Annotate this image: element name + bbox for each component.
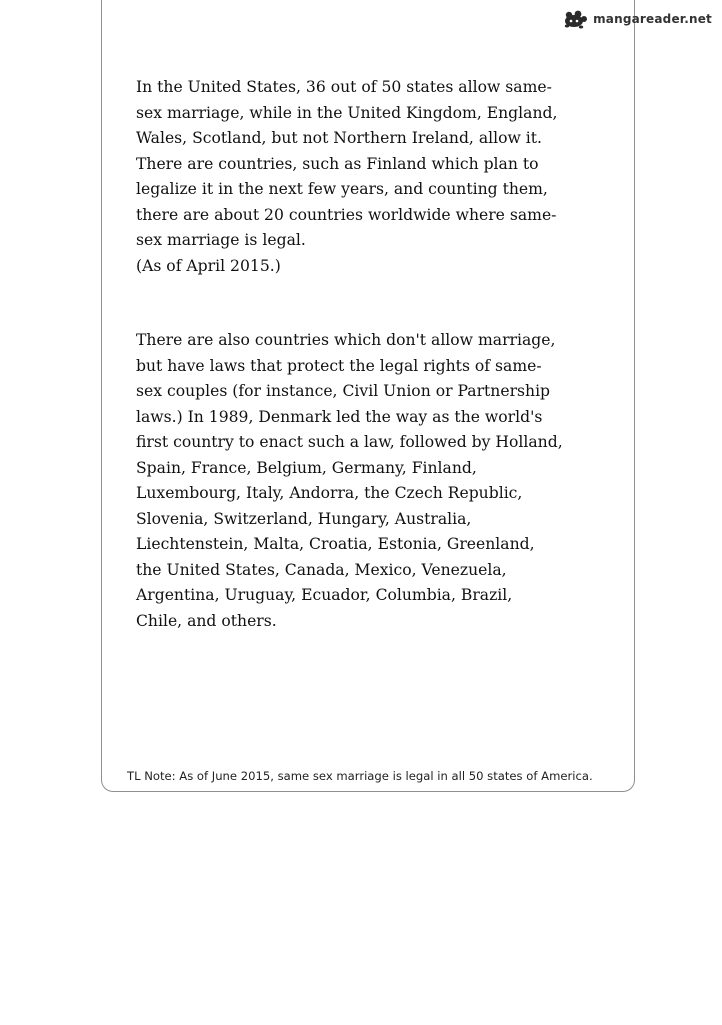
text-line: sex couples (for instance, Civil Union or Partnership xyxy=(136,382,551,400)
text-line: legalize it in the next few years, and counting them, xyxy=(136,180,548,198)
text-line: first country to enact such a law, followed by Holland, xyxy=(136,433,563,451)
mascot-logo-icon xyxy=(562,8,590,30)
text-line: Chile, and others. xyxy=(136,611,277,630)
text-line: laws.) In 1989, Denmark led the way as the world's xyxy=(136,407,543,426)
text-line: but have laws that protect the legal rights of same- xyxy=(136,356,542,375)
text-line: sex marriage, while in the United Kingdom, England, xyxy=(136,103,558,122)
paragraph-same-sex-marriage-status xyxy=(136,75,616,279)
site-watermark xyxy=(562,8,712,30)
text-line: the United States, Canada, Mexico, Venezuela, xyxy=(136,560,507,579)
text-line: Liechtenstein, Malta, Croatia, Estonia, Greenland, xyxy=(136,535,535,553)
text-line: In the United States, 36 out of 50 states allow same- xyxy=(136,78,552,96)
text-line: sex marriage is legal. xyxy=(136,231,306,249)
text-line: there are about 20 countries worldwide where same- xyxy=(136,205,557,224)
watermark-text: mangareader.net xyxy=(593,12,712,26)
text-line: There are also countries which don't allow marriage, xyxy=(136,331,556,349)
paragraph-civil-union-laws xyxy=(136,328,616,634)
text-line: (As of April 2015.) xyxy=(136,256,281,275)
text-line: Spain, France, Belgium, Germany, Finland, xyxy=(136,458,477,477)
text-line: Luxembourg, Italy, Andorra, the Czech Republic, xyxy=(136,484,523,502)
text-line: Argentina, Uruguay, Ecuador, Columbia, Brazil, xyxy=(136,586,513,604)
text-line: There are countries, such as Finland which plan to xyxy=(136,154,539,173)
text-line: Wales, Scotland, but not Northern Ireland, allow it. xyxy=(136,129,543,147)
text-line: Slovenia, Switzerland, Hungary, Australia, xyxy=(136,509,472,528)
translator-note: TL Note: As of June 2015, same sex marriage is legal in all 50 states of America. xyxy=(127,769,593,783)
